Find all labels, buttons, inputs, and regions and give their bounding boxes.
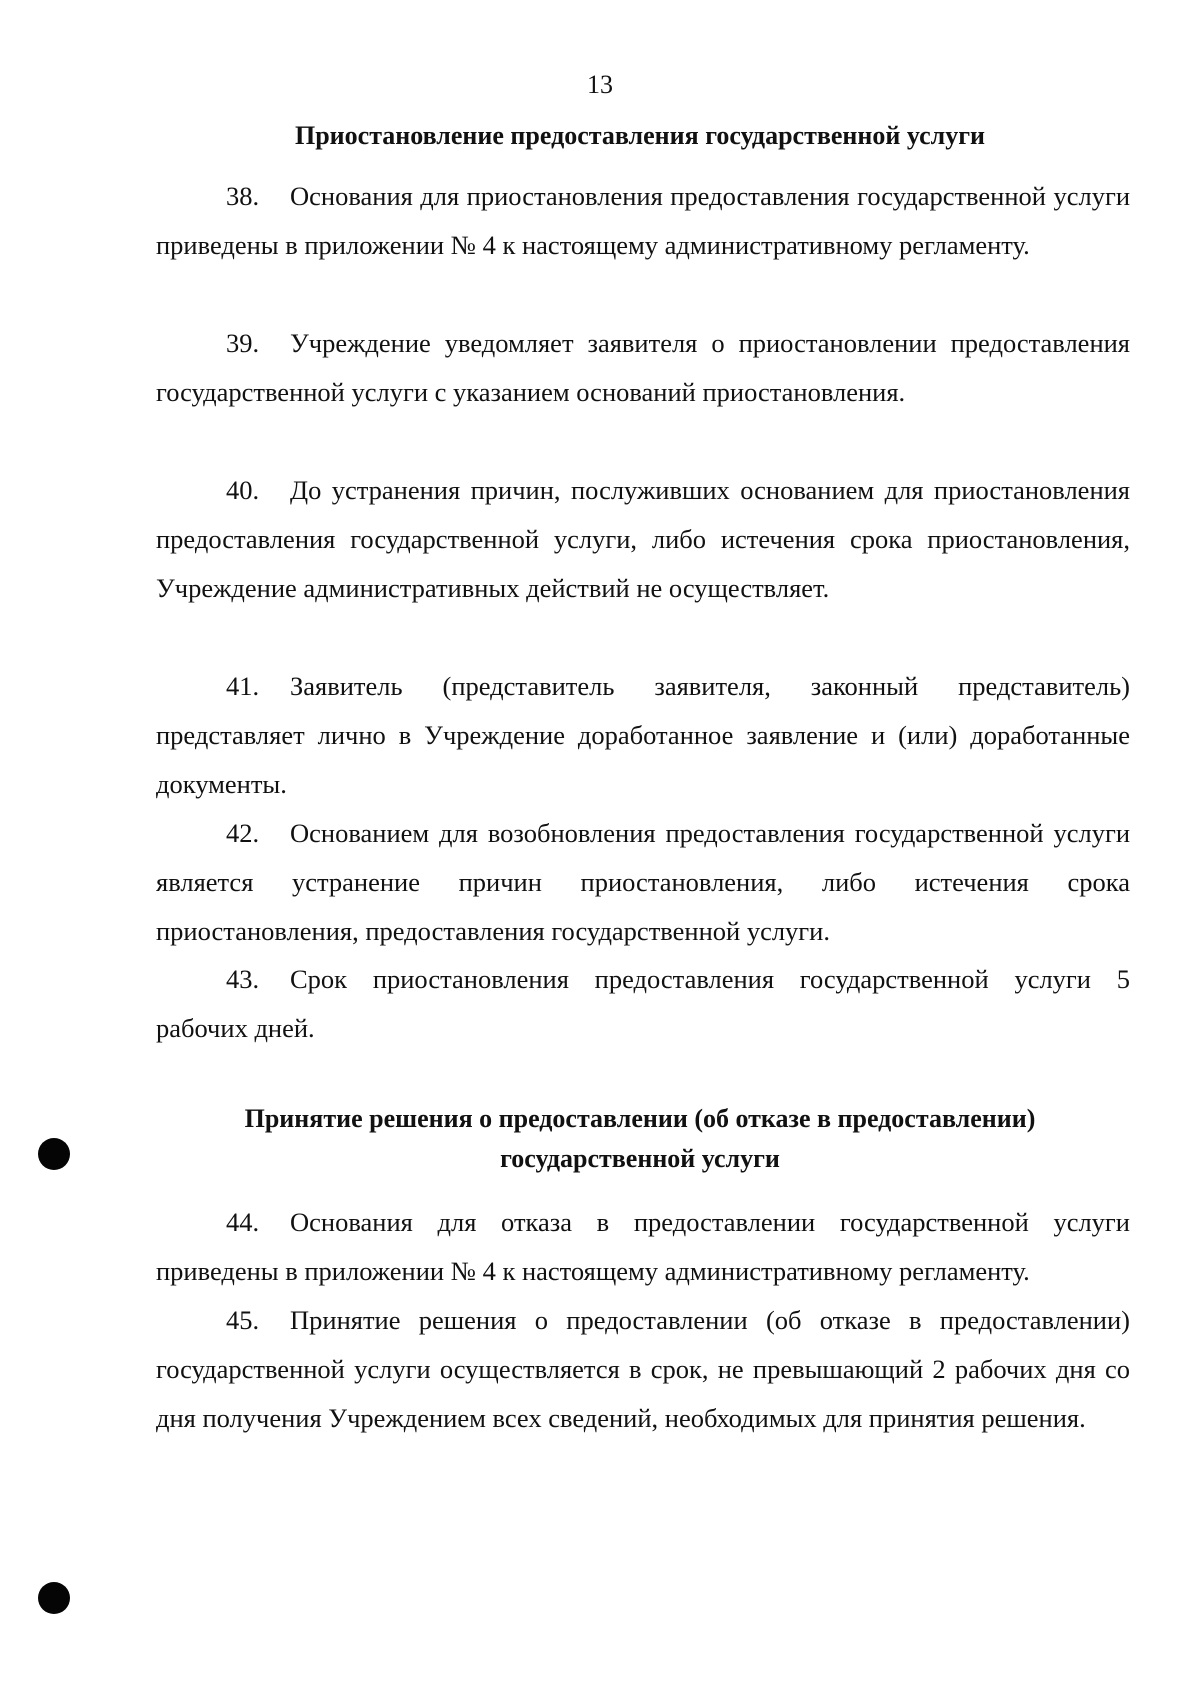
paragraph-number: 39. bbox=[226, 328, 260, 358]
paragraph-42 bbox=[156, 809, 1130, 956]
paragraph-number: 45. bbox=[226, 1305, 260, 1335]
section-heading-decision: Принятие решения о предоставлении (об отказе в предоставлении) государственной услуги bbox=[244, 1104, 1036, 1173]
page-number: 13 bbox=[587, 70, 613, 99]
paragraph-text: Заявитель (представитель заявителя, законный представитель) представляет лично в Учреждение доработанное заявление и (или) доработанные документы. bbox=[156, 671, 1130, 799]
paragraph-text: Принятие решения о предоставлении (об отказе в предоставлении) государственной услуги осуществляется в срок, не превышающий 2 рабочих дня со дня получения Учреждением всех сведений, необходимых для принятия решения. bbox=[156, 1305, 1130, 1433]
paragraph-number: 44. bbox=[226, 1207, 260, 1237]
paragraph-44 bbox=[156, 1198, 1130, 1296]
paragraph-text: Срок приостановления предоставления государственной услуги 5 рабочих дней. bbox=[156, 964, 1130, 1043]
paragraph-text: Основания для приостановления предоставления государственной услуги приведены в приложении № 4 к настоящему административному регламенту. bbox=[156, 181, 1130, 260]
paragraph-number: 41. bbox=[226, 671, 260, 701]
paragraph-text: До устранения причин, послуживших основанием для приостановления предоставления государственной услуги, либо истечения срока приостановления, Учреждение административных действий не осуществляет. bbox=[156, 475, 1130, 603]
paragraph-number: 38. bbox=[226, 181, 260, 211]
paragraph-text: Основанием для возобновления предоставления государственной услуги является устранение причин приостановления, либо истечения срока приостановления, предоставления государственной услуги. bbox=[156, 818, 1130, 946]
paragraph-number: 43. bbox=[226, 964, 260, 994]
section-heading-suspension: Приостановление предоставления государственной услуги bbox=[294, 121, 985, 150]
paragraph-38 bbox=[156, 172, 1130, 270]
paragraph-text: Основания для отказа в предоставлении государственной услуги приведены в приложении № 4 к настоящему административному регламенту. bbox=[156, 1207, 1130, 1286]
paragraph-40 bbox=[156, 466, 1130, 613]
paragraph-45 bbox=[156, 1296, 1130, 1443]
paragraph-41 bbox=[156, 662, 1130, 809]
paragraph-39 bbox=[156, 319, 1130, 417]
paragraph-43 bbox=[156, 955, 1130, 1053]
paragraph-number: 42. bbox=[226, 818, 260, 848]
binder-hole-mark bbox=[38, 1582, 70, 1614]
binder-hole-mark bbox=[38, 1138, 70, 1170]
paragraph-number: 40. bbox=[226, 475, 260, 505]
paragraph-text: Учреждение уведомляет заявителя о приостановлении предоставления государственной услуги с указанием оснований приостановления. bbox=[156, 328, 1130, 407]
